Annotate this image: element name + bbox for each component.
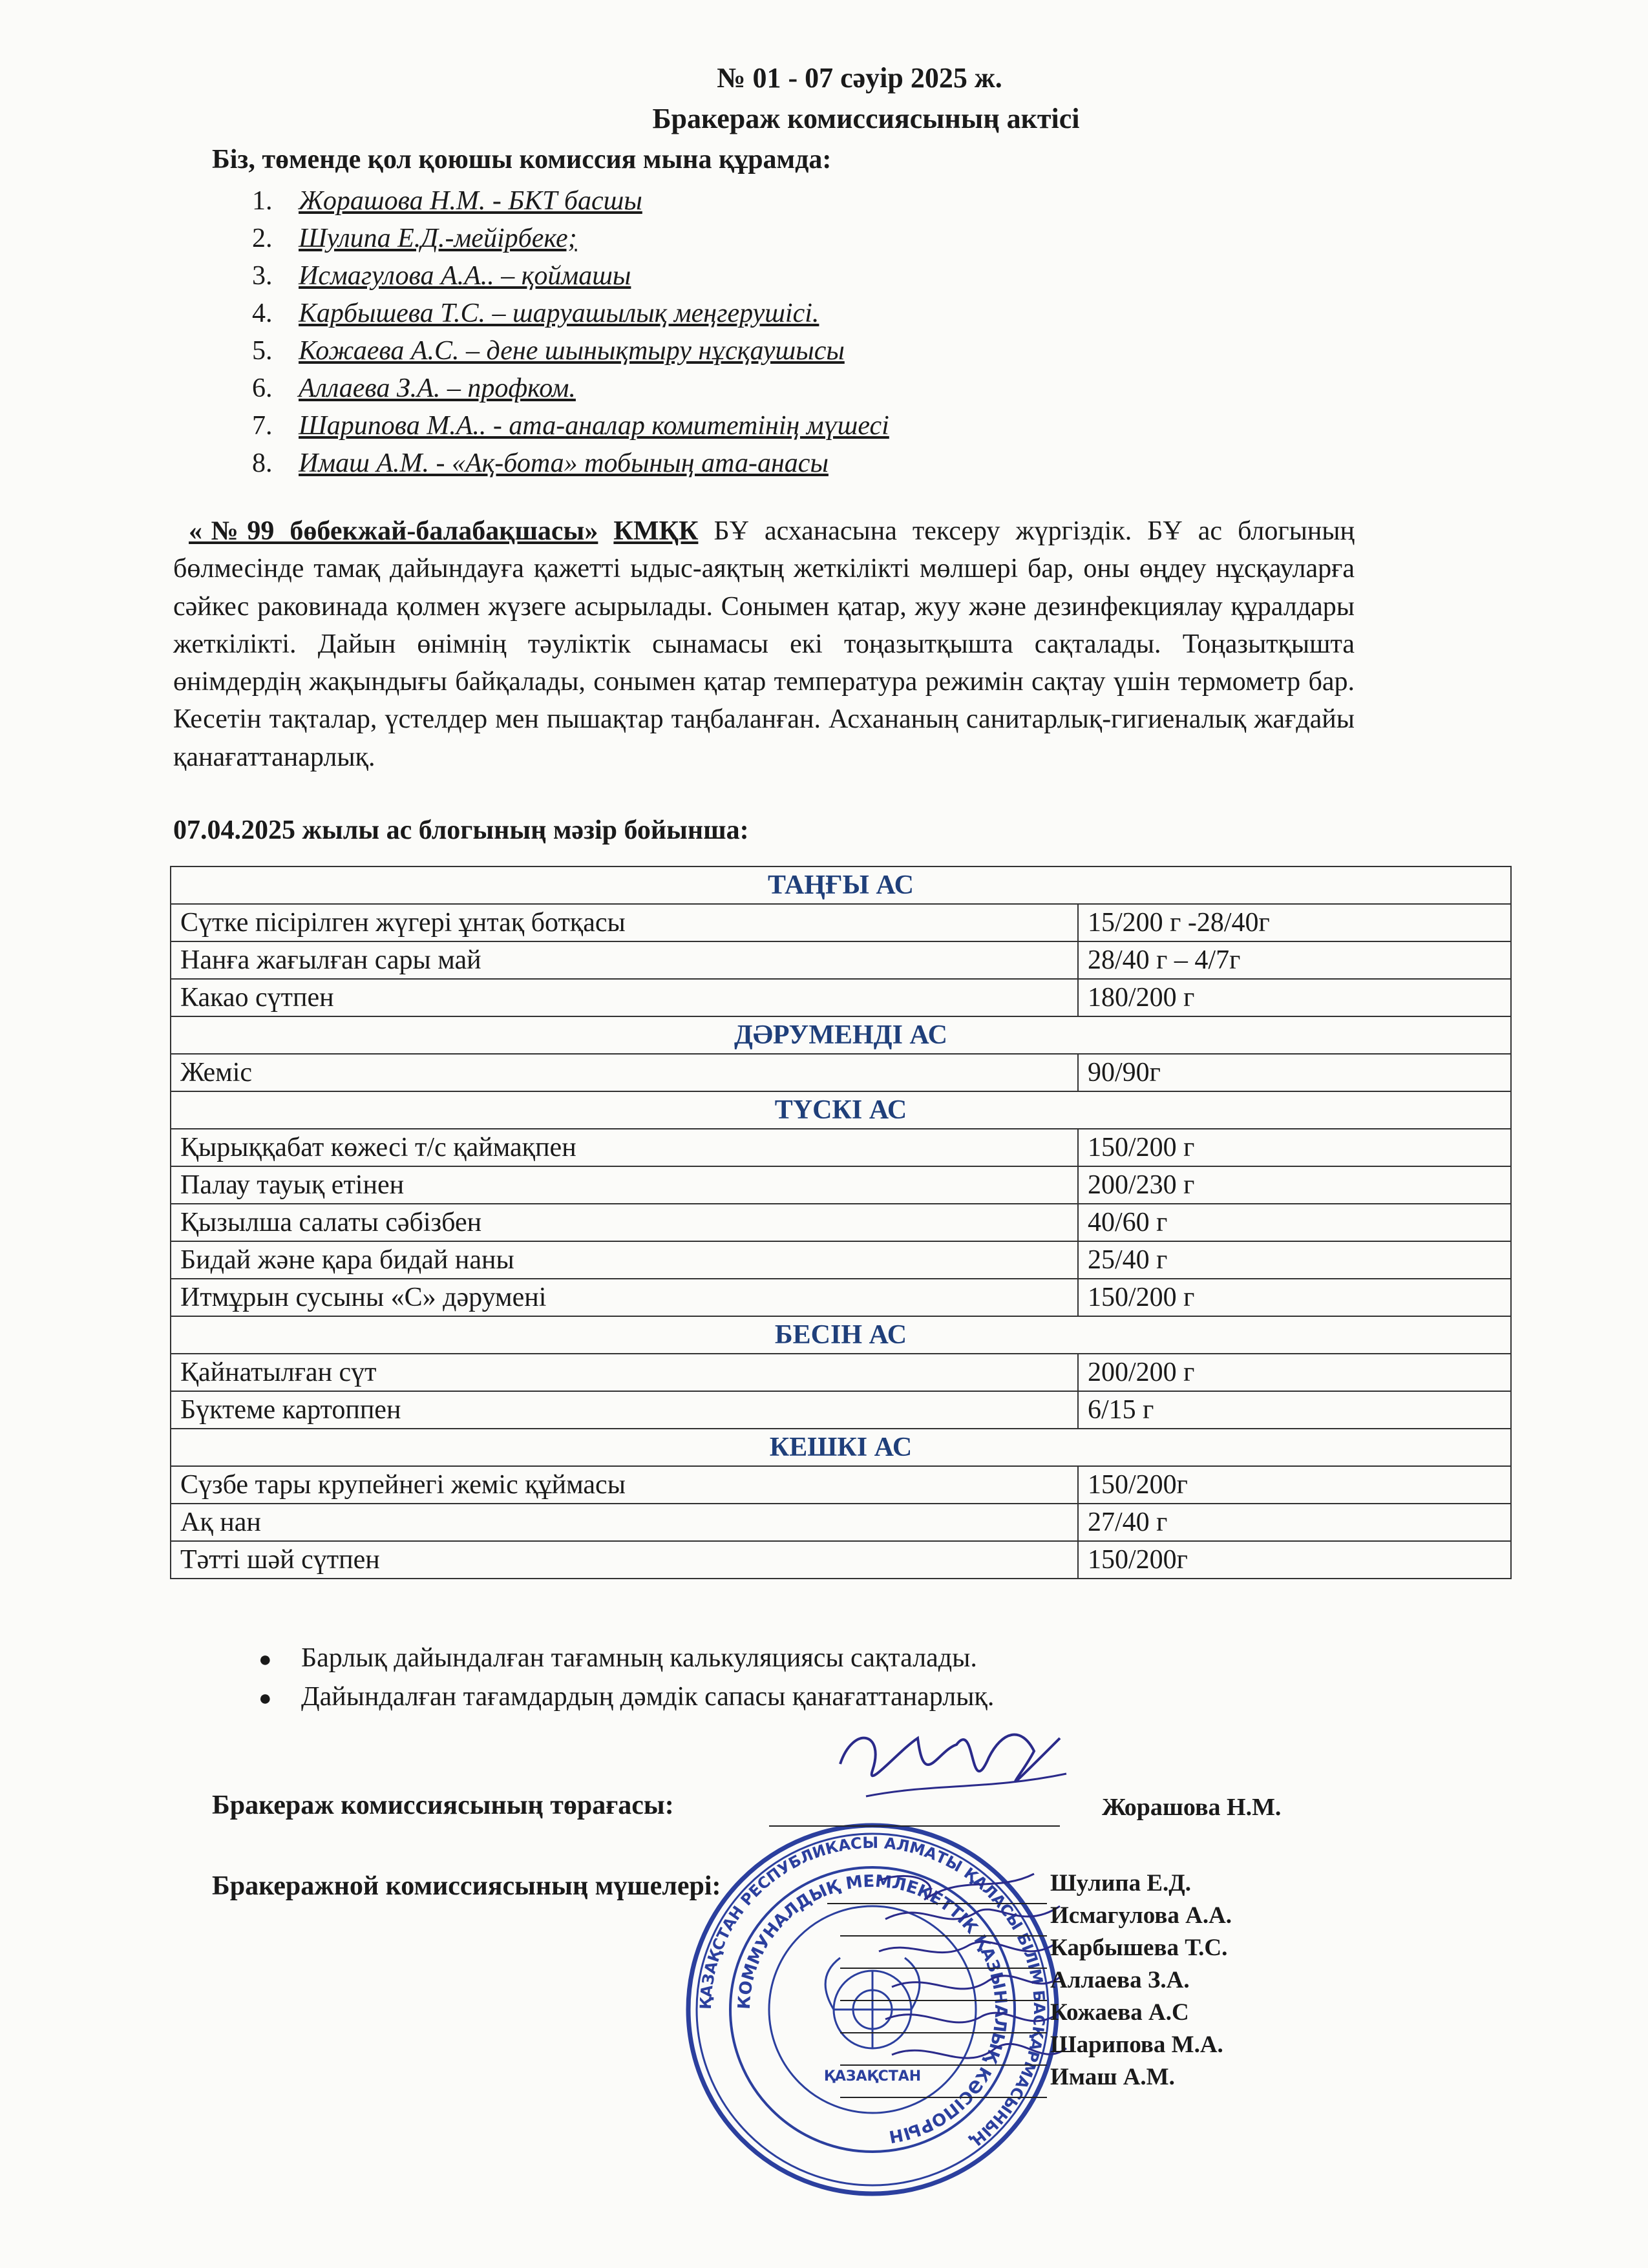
member-names-list (1050, 1867, 1232, 2094)
member-item (252, 445, 889, 482)
member-number: 3. (252, 261, 273, 291)
member-text: Жорашова Н.М. - БКТ басшы (299, 186, 642, 216)
dish-portion: 150/200г (1078, 1466, 1511, 1504)
act-title: Бракераж комиссиясының актісі (652, 103, 1080, 134)
dish-portion: 150/200 г (1078, 1279, 1511, 1316)
inspection-text: БҰ асханасына тексеру жүргіздік. БҰ ас блогының бөлмесінде тамақ дайындауға қажетті ыдыс-аяқтың жеткілікті мөлшері бар, оны өңдеу нұсқауларға сәйкес раковинада қолмен жүзеге асырылады. Сонымен қатар, жуу және дезинфекциялау құралдары жеткілікті. Дайын өнімнің тәуліктік сынамасы екі тоңазытқышта сақталады. Тоңазытқышта өнімдердің жақындығы байқалады, сонымен қатар температура режимін сақтау үшін термометр бар. Кесетін тақталар, үстелдер мен пышақтар таңбаланған. Асхананың санитарлық-гигиеналық жағдайы қанағаттанарлық. (173, 516, 1355, 772)
member-name: Аллаева З.А. (1050, 1967, 1190, 1993)
member-number: 7. (252, 411, 273, 441)
member-item (252, 407, 889, 445)
dish-portion: 90/90г (1078, 1054, 1511, 1091)
bullet-icon: ● (259, 1648, 272, 1672)
menu-section-row (171, 866, 1511, 904)
org-name: «№99 бөбекжай-балабақшасы» (189, 516, 598, 546)
menu-item-row (171, 1354, 1511, 1391)
dish-name: Итмұрын сусыны «С» дәрумені (171, 1279, 1078, 1316)
member-signature-line (840, 1968, 1047, 1969)
menu-item-row (171, 1054, 1511, 1091)
member-text: Исмагулова А.А.. – қоймашы (299, 261, 631, 291)
menu-item-row (171, 1241, 1511, 1279)
dish-name: Қырыққабат көжесі т/с қаймақпен (171, 1129, 1078, 1166)
chair-name: Жорашова Н.М. (1102, 1794, 1282, 1821)
members-label: Бракеражной комиссиясының мүшелері: (212, 1871, 721, 1901)
dish-portion: 150/200г (1078, 1541, 1511, 1579)
dish-name: Қайнатылған сүт (171, 1354, 1078, 1391)
member-number: 6. (252, 373, 273, 403)
menu-item-row (171, 1466, 1511, 1504)
bullet-icon: ● (259, 1686, 272, 1710)
dish-portion: 25/40 г (1078, 1241, 1511, 1279)
member-item (252, 220, 889, 257)
menu-section-row (171, 1091, 1511, 1129)
member-item (252, 370, 889, 407)
menu-section-row (171, 1316, 1511, 1354)
member-name: Исмагулова А.А. (1050, 1902, 1232, 1929)
member-signature-line (827, 1903, 1047, 1904)
dish-name: Жеміс (171, 1054, 1078, 1091)
dish-portion: 28/40 г – 4/7г (1078, 941, 1511, 979)
dish-name: Бидай және қара бидай наны (171, 1241, 1078, 1279)
dish-portion: 40/60 г (1078, 1204, 1511, 1241)
dish-portion: 15/200 г -28/40г (1078, 904, 1511, 941)
stamp-center-text: ҚАЗАҚСТАН (823, 2068, 922, 2084)
member-text: Карбышева Т.С. – шаруашылық меңгерушісі. (299, 299, 819, 328)
note-item (259, 1677, 994, 1716)
menu-table (170, 866, 1512, 1579)
member-signature-line (840, 2064, 1047, 2066)
member-text: Шарипова М.А.. - ата-аналар комитетінің мүшесі (299, 411, 889, 441)
chair-label: Бракераж комиссиясының төрағасы: (212, 1790, 674, 1820)
member-name: Шулипа Е.Д. (1050, 1870, 1191, 1896)
act-number-date: № 01 - 07 сәуір 2025 ж. (717, 62, 1002, 94)
dish-portion: 150/200 г (1078, 1129, 1511, 1166)
member-signature-line (840, 1935, 1047, 1937)
member-number: 4. (252, 299, 273, 328)
member-signature-line (840, 2097, 1047, 2098)
menu-section-title: ТҮСКІ АС (171, 1091, 1511, 1129)
menu-item-row (171, 904, 1511, 941)
member-name: Шарипова М.А. (1050, 2032, 1223, 2058)
menu-section-title: ДӘРУМЕНДІ АС (171, 1016, 1511, 1054)
member-text: Кожаева А.С. – дене шынықтыру нұсқаушысы (299, 336, 845, 366)
member-item (252, 182, 889, 220)
menu-item-row (171, 1279, 1511, 1316)
menu-item-row (171, 1391, 1511, 1429)
inspection-paragraph (173, 512, 1355, 776)
member-name: Кожаева А.С (1050, 1999, 1189, 2026)
member-text: Шулипа Е.Д.-мейірбеке; (299, 224, 577, 253)
note-item (259, 1639, 994, 1677)
dish-portion: 6/15 г (1078, 1391, 1511, 1429)
org-type: КМҚК (613, 516, 699, 546)
menu-section-row (171, 1429, 1511, 1466)
chair-signature-line (769, 1825, 1060, 1827)
member-item (252, 332, 889, 370)
dish-portion: 180/200 г (1078, 979, 1511, 1016)
menu-section-title: КЕШКІ АС (171, 1429, 1511, 1466)
dish-name: Тәтті шәй сүтпен (171, 1541, 1078, 1579)
menu-item-row (171, 1541, 1511, 1579)
menu-section-row (171, 1016, 1511, 1054)
menu-item-row (171, 1129, 1511, 1166)
note-text: Дайындалған тағамдардың дәмдік сапасы қанағаттанарлық. (301, 1682, 995, 1712)
dish-name: Сүтке пісірілген жүгері ұнтақ ботқасы (171, 904, 1078, 941)
menu-section-title: ТАҢҒЫ АС (171, 866, 1511, 904)
dish-name: Какао сүтпен (171, 979, 1078, 1016)
dish-name: Нанға жағылған сары май (171, 941, 1078, 979)
dish-name: Бүктеме картоппен (171, 1391, 1078, 1429)
member-text: Имаш А.М. - «Ақ-бота» тобының ата-анасы (299, 448, 829, 478)
members-signatures (866, 1861, 1073, 2094)
member-signature-line (840, 2000, 1047, 2001)
commission-intro: Біз, төменде қол қоюшы комиссия мына құрамда: (212, 145, 832, 174)
menu-item-row (171, 979, 1511, 1016)
member-number: 5. (252, 336, 273, 366)
menu-item-row (171, 1166, 1511, 1204)
dish-portion: 27/40 г (1078, 1504, 1511, 1541)
member-number: 1. (252, 186, 273, 216)
stamp-outer-text: ҚАЗАҚСТАН РЕСПУБЛИКАСЫ АЛМАТЫ ҚАЛАСЫ БІЛІМ БАСҚАРМАСЫНЫҢ (696, 1833, 1049, 2150)
dish-name: Сүзбе тары крупейнегі жеміс құймасы (171, 1466, 1078, 1504)
dish-portion: 200/230 г (1078, 1166, 1511, 1204)
member-number: 8. (252, 448, 273, 478)
member-number: 2. (252, 224, 273, 253)
commission-members-list (252, 182, 889, 482)
member-text: Аллаева З.А. – профком. (299, 373, 576, 403)
menu-item-row (171, 1504, 1511, 1541)
member-item (252, 295, 889, 332)
menu-item-row (171, 1204, 1511, 1241)
stamp-inner-text: КОММУНАЛДЫҚ МЕМЛЕКЕТТІК ҚАЗЫНАЛЫҚ КӘСІПОРЫН (734, 1871, 1011, 2147)
dish-name: Палау тауық етінен (171, 1166, 1078, 1204)
dish-name: Қызылша салаты сәбізбен (171, 1204, 1078, 1241)
note-text: Барлық дайындалған тағамның калькуляциясы сақталады. (301, 1643, 977, 1673)
member-name: Карбышева Т.С. (1050, 1935, 1228, 1961)
dish-portion: 200/200 г (1078, 1354, 1511, 1391)
menu-heading: 07.04.2025 жылы ас блогының мәзір бойынша: (173, 815, 749, 845)
menu-section-title: БЕСІН АС (171, 1316, 1511, 1354)
member-item (252, 257, 889, 295)
dish-name: Ақ нан (171, 1504, 1078, 1541)
notes-list (259, 1639, 994, 1716)
menu-item-row (171, 941, 1511, 979)
chair-signature (827, 1712, 1073, 1835)
member-signature-line (840, 2032, 1047, 2033)
member-name: Имаш А.М. (1050, 2064, 1175, 2090)
